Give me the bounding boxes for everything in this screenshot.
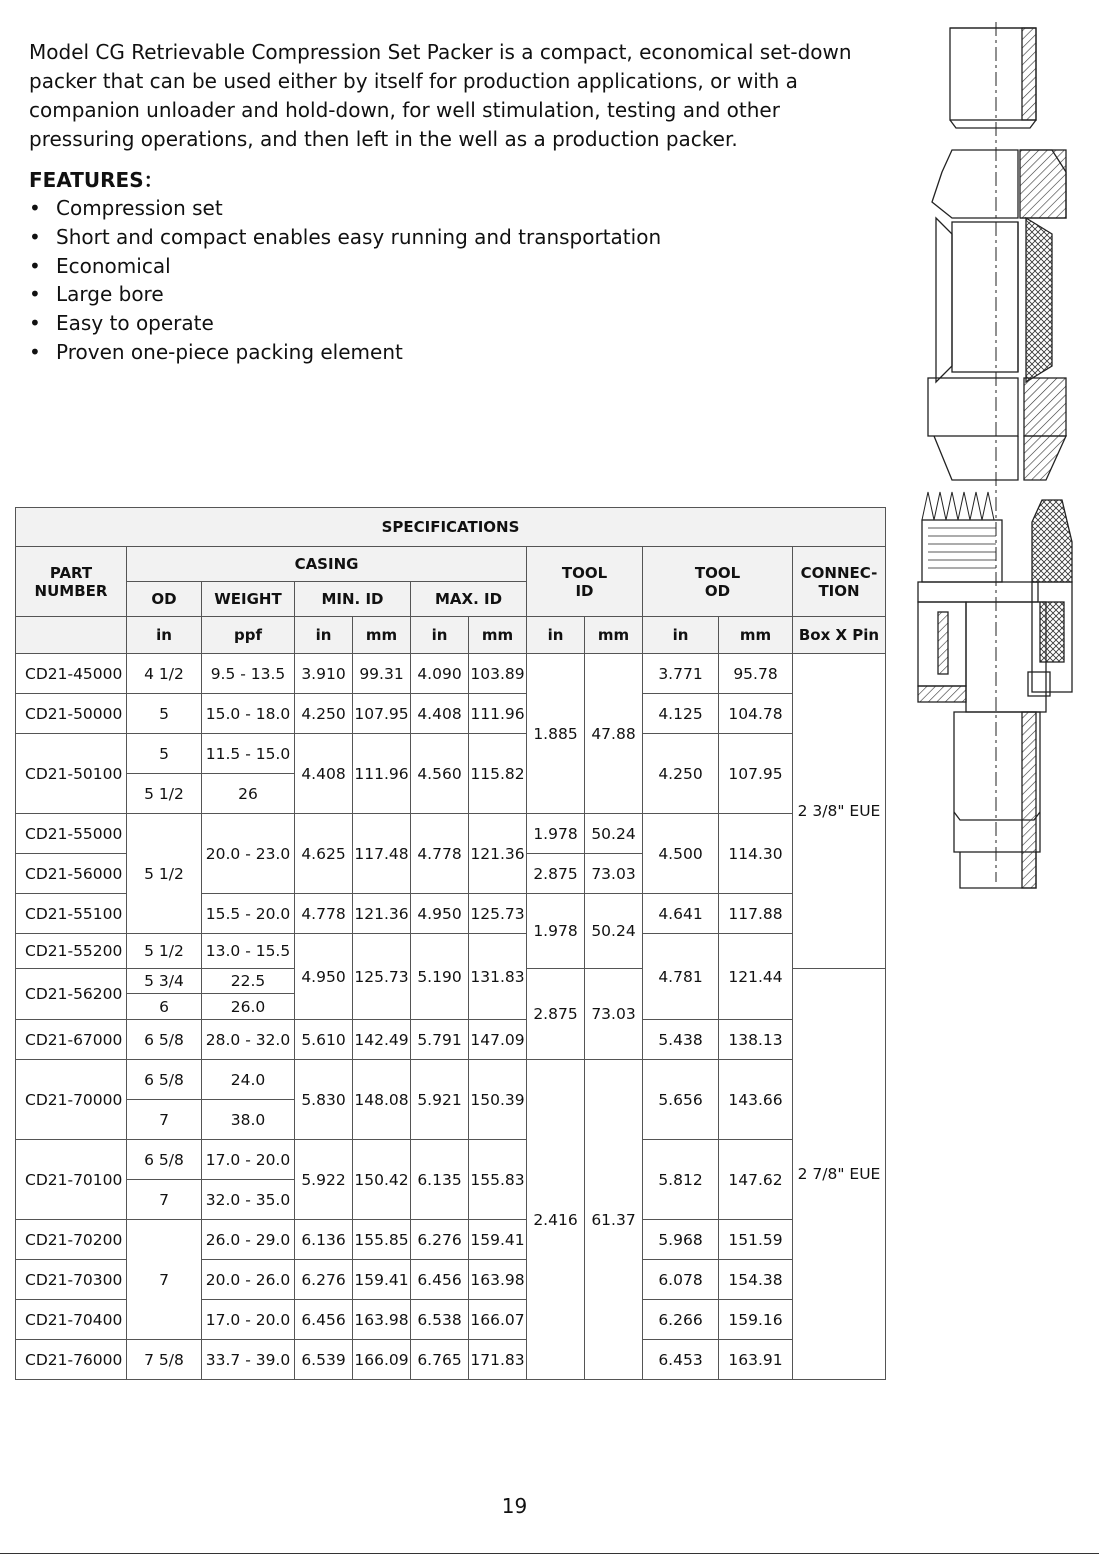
tool-od-in-cell: 5.438 [643,1020,719,1060]
min-id-mm-cell: 150.42 [353,1140,411,1220]
weight-cell: 20.0 - 23.0 [202,814,295,894]
tool-od-in-cell: 4.500 [643,814,719,894]
weight-cell: 17.0 - 20.0 [202,1300,295,1340]
part-number-cell: CD21-70100 [16,1140,127,1220]
table-row [16,1140,886,1180]
max-id-mm-cell: 111.96 [469,694,527,734]
header-connection: CONNEC- TION [793,547,886,617]
min-id-in-cell: 5.922 [295,1140,353,1220]
tool-id-in-cell: 2.875 [527,854,585,894]
weight-cell: 28.0 - 32.0 [202,1020,295,1060]
od-cell: 5 [127,694,202,734]
od-cell: 6 [127,994,202,1020]
bullet-icon: • [29,196,41,220]
unit-label: mm [469,617,527,654]
table-row [16,694,886,734]
weight-cell: 26.0 - 29.0 [202,1220,295,1260]
bullet-icon: • [29,282,41,307]
part-number-cell: CD21-55200 [16,934,127,969]
od-cell: 7 5/8 [127,1340,202,1380]
min-id-in-cell: 3.910 [295,654,353,694]
feature-item: • Compression set [29,194,661,223]
min-id-in-cell: 6.539 [295,1340,353,1380]
unit-label: mm [719,617,793,654]
min-id-mm-cell: 142.49 [353,1020,411,1060]
tool-od-in-cell: 4.781 [643,934,719,1020]
min-id-in-cell: 6.276 [295,1260,353,1300]
od-cell: 6 5/8 [127,1020,202,1060]
part-number-cell: CD21-55000 [16,814,127,854]
unit-label: Box X Pin [793,617,886,654]
max-id-mm-cell: 103.89 [469,654,527,694]
weight-cell: 15.5 - 20.0 [202,894,295,934]
part-number-cell: CD21-70300 [16,1260,127,1300]
part-number-cell: CD21-67000 [16,1020,127,1060]
part-number-cell: CD21-70000 [16,1060,127,1140]
od-cell: 5 1/2 [127,934,202,969]
page-number: 19 [501,1494,528,1518]
od-cell: 5 1/2 [127,774,202,814]
min-id-mm-cell: 121.36 [353,894,411,934]
min-id-in-cell: 4.408 [295,734,353,814]
unit-label: mm [353,617,411,654]
od-cell: 5 [127,734,202,774]
table-row [16,654,886,694]
part-number-cell: CD21-56000 [16,854,127,894]
max-id-in-cell: 6.765 [411,1340,469,1380]
bullet-icon: • [29,253,41,278]
part-number-cell: CD21-76000 [16,1340,127,1380]
max-id-in-cell: 4.950 [411,894,469,934]
min-id-mm-cell: 163.98 [353,1300,411,1340]
min-id-mm-cell: 117.48 [353,814,411,894]
part-number-cell: CD21-55100 [16,894,127,934]
max-id-mm-cell: 155.83 [469,1140,527,1220]
unit-label: in [527,617,585,654]
tool-od-mm-cell: 117.88 [719,894,793,934]
tool-od-mm-cell: 143.66 [719,1060,793,1140]
table-row [16,1020,886,1060]
od-cell: 5 1/2 [127,814,202,934]
od-cell: 4 1/2 [127,654,202,694]
od-cell: 7 [127,1100,202,1140]
min-id-mm-cell: 111.96 [353,734,411,814]
unit-label: in [411,617,469,654]
header-tool-od: TOOL OD [643,547,793,617]
tool-od-mm-cell: 147.62 [719,1140,793,1220]
max-id-mm-cell: 147.09 [469,1020,527,1060]
max-id-in-cell: 4.408 [411,694,469,734]
unit-label: mm [585,617,643,654]
od-cell: 7 [127,1180,202,1220]
table-title: SPECIFICATIONS [16,508,886,547]
min-id-in-cell: 6.136 [295,1220,353,1260]
tool-od-in-cell: 6.453 [643,1340,719,1380]
tool-id-in-cell: 2.875 [527,969,585,1060]
table-row [16,814,886,854]
weight-cell: 11.5 - 15.0 [202,734,295,774]
tool-id-mm-cell: 61.37 [585,1060,643,1380]
weight-cell: 24.0 [202,1060,295,1100]
unit-label: in [295,617,353,654]
tool-od-mm-cell: 95.78 [719,654,793,694]
max-id-in-cell: 6.276 [411,1220,469,1260]
table-row [16,934,886,969]
unit-label: in [643,617,719,654]
tool-id-in-cell: 1.885 [527,654,585,814]
od-cell: 6 5/8 [127,1060,202,1100]
weight-cell: 33.7 - 39.0 [202,1340,295,1380]
max-id-mm-cell: 166.07 [469,1300,527,1340]
max-id-mm-cell: 115.82 [469,734,527,814]
tool-id-mm-cell: 73.03 [585,969,643,1060]
feature-item: • Economical [29,252,661,281]
connection-cell: 2 3/8" EUE [793,654,886,969]
tool-od-in-cell: 5.812 [643,1140,719,1220]
od-cell: 6 5/8 [127,1140,202,1180]
bullet-icon: • [29,311,41,336]
table-row [16,1340,886,1380]
table-row [16,734,886,774]
tool-id-in-cell: 2.416 [527,1060,585,1380]
od-cell: 7 [127,1220,202,1340]
bullet-icon: • [29,224,41,249]
tool-od-in-cell: 5.656 [643,1060,719,1140]
part-number-cell: CD21-50000 [16,694,127,734]
part-number-cell: CD21-45000 [16,654,127,694]
max-id-in-cell: 4.090 [411,654,469,694]
min-id-in-cell: 6.456 [295,1300,353,1340]
min-id-in-cell: 4.950 [295,934,353,1020]
max-id-mm-cell: 163.98 [469,1260,527,1300]
tool-od-in-cell: 3.771 [643,654,719,694]
bottom-rule [0,1553,1099,1554]
header-tool-id: TOOL ID [527,547,643,617]
features-list [29,194,661,367]
max-id-mm-cell: 131.83 [469,934,527,1020]
max-id-in-cell: 5.190 [411,934,469,1020]
max-id-in-cell: 6.135 [411,1140,469,1220]
min-id-in-cell: 4.625 [295,814,353,894]
min-id-in-cell: 4.250 [295,694,353,734]
weight-cell: 32.0 - 35.0 [202,1180,295,1220]
max-id-in-cell: 6.538 [411,1300,469,1340]
part-number-cell: CD21-70400 [16,1300,127,1340]
part-number-cell: CD21-56200 [16,969,127,1020]
min-id-mm-cell: 166.09 [353,1340,411,1380]
tool-id-mm-cell: 73.03 [585,854,643,894]
min-id-in-cell: 4.778 [295,894,353,934]
tool-od-mm-cell: 107.95 [719,734,793,814]
max-id-in-cell: 5.791 [411,1020,469,1060]
tool-od-mm-cell: 154.38 [719,1260,793,1300]
tool-od-mm-cell: 151.59 [719,1220,793,1260]
min-id-mm-cell: 159.41 [353,1260,411,1300]
min-id-in-cell: 5.830 [295,1060,353,1140]
bullet-icon: • [29,339,41,364]
max-id-mm-cell: 125.73 [469,894,527,934]
tool-id-mm-cell: 50.24 [585,894,643,969]
tool-od-in-cell: 6.078 [643,1260,719,1300]
part-number-cell: CD21-70200 [16,1220,127,1260]
tool-od-in-cell: 4.641 [643,894,719,934]
header-max-id: MAX. ID [411,582,527,617]
tool-od-in-cell: 4.250 [643,734,719,814]
max-id-in-cell: 4.560 [411,734,469,814]
table-row [16,1220,886,1260]
max-id-mm-cell: 121.36 [469,814,527,894]
header-casing: CASING [127,547,527,582]
tool-od-mm-cell: 114.30 [719,814,793,894]
packer-drawing [912,22,1092,894]
header-od: OD [127,582,202,617]
feature-item: • Large bore [29,280,661,309]
weight-cell: 26.0 [202,994,295,1020]
tool-od-mm-cell: 138.13 [719,1020,793,1060]
header-part-number: PART NUMBER [16,547,127,617]
specifications-table [15,507,886,1380]
weight-cell: 26 [202,774,295,814]
top-rule [0,0,1099,2]
header-min-id: MIN. ID [295,582,411,617]
min-id-in-cell: 5.610 [295,1020,353,1060]
tool-od-in-cell: 5.968 [643,1220,719,1260]
weight-cell: 9.5 - 13.5 [202,654,295,694]
features-heading: FEATURES： [29,168,164,192]
min-id-mm-cell: 148.08 [353,1060,411,1140]
tool-od-mm-cell: 163.91 [719,1340,793,1380]
unit-label: in [127,617,202,654]
od-cell: 5 3/4 [127,969,202,994]
header-weight: WEIGHT [202,582,295,617]
max-id-in-cell: 4.778 [411,814,469,894]
tool-od-in-cell: 6.266 [643,1300,719,1340]
table-row [16,1060,886,1100]
weight-cell: 20.0 - 26.0 [202,1260,295,1300]
weight-cell: 15.0 - 18.0 [202,694,295,734]
unit-label: ppf [202,617,295,654]
weight-cell: 22.5 [202,969,295,994]
connection-cell: 2 7/8" EUE [793,969,886,1380]
max-id-mm-cell: 159.41 [469,1220,527,1260]
tool-id-in-cell: 1.978 [527,814,585,854]
min-id-mm-cell: 107.95 [353,694,411,734]
min-id-mm-cell: 155.85 [353,1220,411,1260]
tool-od-mm-cell: 159.16 [719,1300,793,1340]
weight-cell: 13.0 - 15.5 [202,934,295,969]
feature-item: • Easy to operate [29,309,661,338]
feature-item: • Proven one-piece packing element [29,338,661,367]
part-number-cell: CD21-50100 [16,734,127,814]
tool-od-mm-cell: 121.44 [719,934,793,1020]
weight-cell: 38.0 [202,1100,295,1140]
units-spacer [16,617,127,654]
max-id-in-cell: 5.921 [411,1060,469,1140]
max-id-mm-cell: 171.83 [469,1340,527,1380]
min-id-mm-cell: 99.31 [353,654,411,694]
min-id-mm-cell: 125.73 [353,934,411,1020]
tool-id-mm-cell: 50.24 [585,814,643,854]
tool-id-in-cell: 1.978 [527,894,585,969]
max-id-mm-cell: 150.39 [469,1060,527,1140]
max-id-in-cell: 6.456 [411,1260,469,1300]
intro-paragraph: Model CG Retrievable Compression Set Packer is a compact, economical set-down packer that can be used either by itself for production applications, or with a companion unloader and hold-down, for well stimulation, testing and other pressuring operations, and then left in the well as a production packer. [29,40,852,151]
tool-od-in-cell: 4.125 [643,694,719,734]
tool-id-mm-cell: 47.88 [585,654,643,814]
feature-item: • Short and compact enables easy running and transportation [29,223,661,252]
weight-cell: 17.0 - 20.0 [202,1140,295,1180]
tool-od-mm-cell: 104.78 [719,694,793,734]
